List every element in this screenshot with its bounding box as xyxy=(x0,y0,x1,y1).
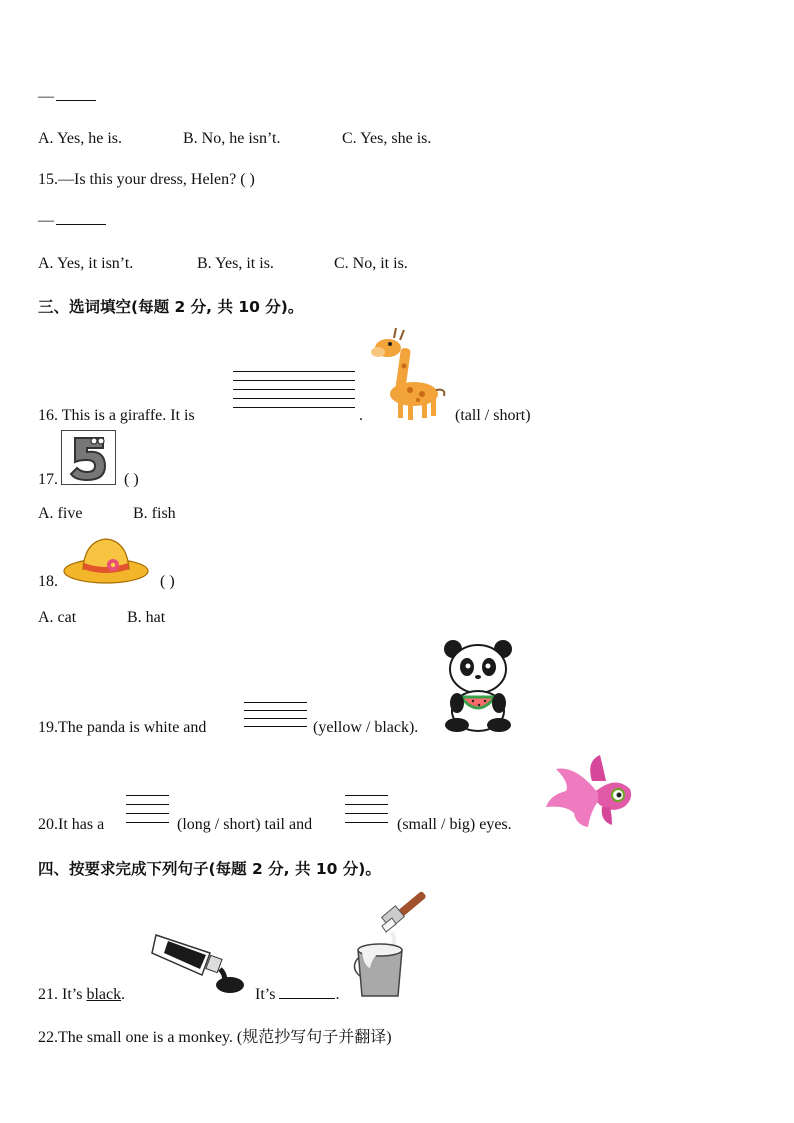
q15-option-b: B. Yes, it is. xyxy=(197,255,274,272)
q21-part2: It’s . xyxy=(255,986,340,1003)
q15-answer-line: — xyxy=(38,212,106,230)
q20-choices-1: (long / short) tail and xyxy=(177,816,313,833)
q17-number: 17. xyxy=(38,471,58,488)
q16-choices: (tall / short) xyxy=(455,407,531,424)
section-3-title: 三、选词填空(每题 2 分, 共 10 分)。 xyxy=(38,298,304,316)
q14-option-b: B. No, he isn’t. xyxy=(183,130,281,147)
q20-choices-2: (small / big) eyes. xyxy=(397,816,512,833)
q15-option-c: C. No, it is. xyxy=(334,255,408,272)
q21-underlined-word: black xyxy=(86,986,122,1003)
number-five-icon xyxy=(61,430,116,485)
q19-choices: (yellow / black). xyxy=(313,719,419,736)
q14-option-c: C. Yes, she is. xyxy=(342,130,432,147)
panda-icon xyxy=(443,639,513,733)
hat-icon xyxy=(63,535,149,585)
section-4-title: 四、按要求完成下列句子(每题 2 分, 共 10 分)。 xyxy=(38,860,381,878)
q14-answer-line: — xyxy=(38,88,96,106)
q19-writing-lines[interactable] xyxy=(244,702,307,727)
q16-prompt: 16. This is a giraffe. It is xyxy=(38,407,195,424)
q20-writing-lines-1[interactable] xyxy=(126,795,169,823)
giraffe-icon xyxy=(370,326,450,422)
goldfish-icon xyxy=(546,755,636,829)
q17-answer-paren[interactable]: ( ) xyxy=(124,471,139,488)
paint-bucket-icon xyxy=(352,896,432,1000)
q22-prompt: 22.The small one is a monkey. (规范抄写句子并翻译) xyxy=(38,1029,392,1046)
q18-option-a: A. cat xyxy=(38,609,77,626)
q18-number: 18. xyxy=(38,573,58,590)
paint-tube-icon xyxy=(150,925,245,995)
q14-option-a: A. Yes, he is. xyxy=(38,130,123,147)
q15-option-a: A. Yes, it isn’t. xyxy=(38,255,134,272)
q21-part1: 21. It’s black. xyxy=(38,986,126,1003)
q18-answer-paren[interactable]: ( ) xyxy=(160,573,175,590)
q20-prompt: 20.It has a xyxy=(38,816,105,833)
q17-option-a: A. five xyxy=(38,505,83,522)
q21-blank[interactable] xyxy=(279,998,335,999)
q20-writing-lines-2[interactable] xyxy=(345,795,388,823)
q16-writing-lines[interactable] xyxy=(233,371,355,408)
q19-prompt: 19.The panda is white and xyxy=(38,719,207,736)
q15-prompt: 15.—Is this your dress, Helen? ( ) xyxy=(38,171,255,188)
q17-option-b: B. fish xyxy=(133,505,176,522)
q18-option-b: B. hat xyxy=(127,609,166,626)
q16-period: . xyxy=(359,407,363,424)
